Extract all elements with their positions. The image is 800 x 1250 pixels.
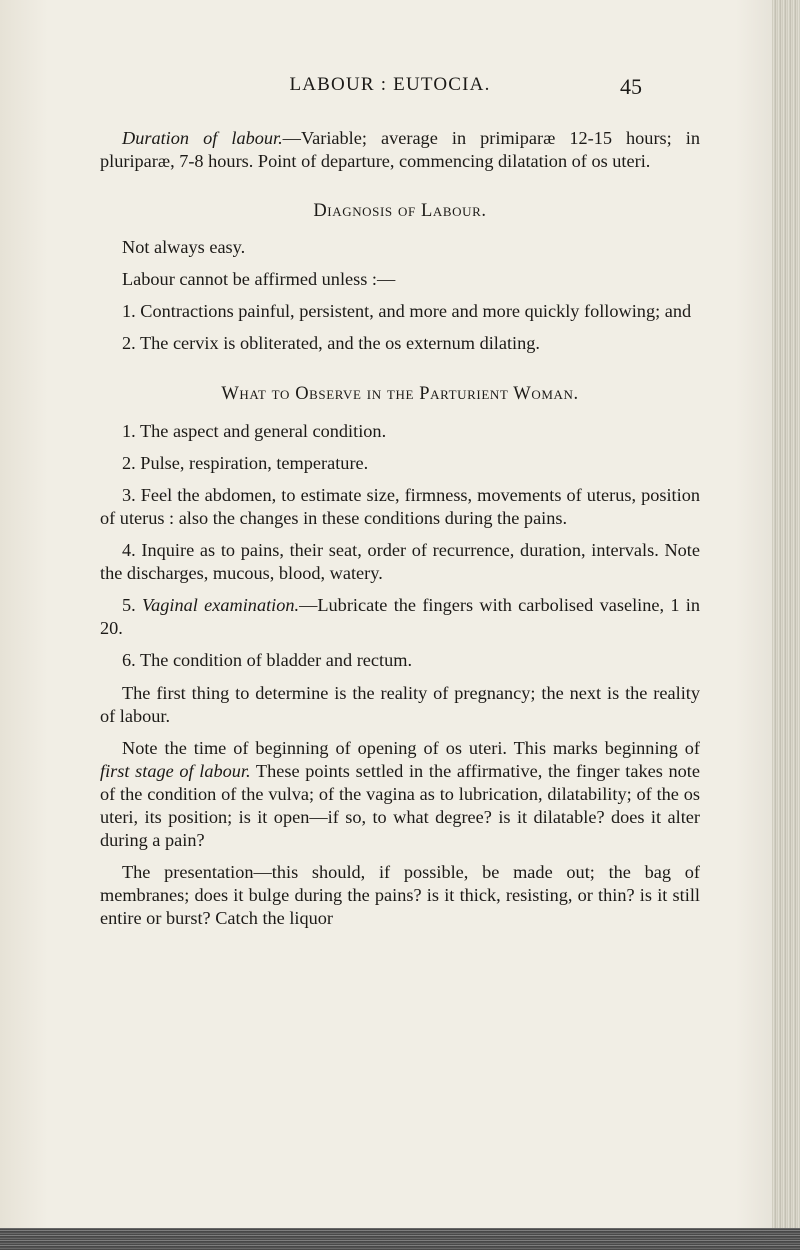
observe-item [100, 594, 700, 640]
observe-item: 4. Inquire as to pains, their seat, order of recurrence, duration, intervals. Note the discharges, mucous, blood, watery. [100, 540, 700, 583]
diagnosis-item: 2. The cervix is obliterated, and the os externum dilating. [122, 333, 540, 353]
diagnosis-item: 1. Contractions painful, persistent, and more and more quickly following; and [122, 301, 692, 321]
observe-item: 1. The aspect and general condition. [122, 421, 387, 441]
diagnosis-line: Not always easy. [122, 237, 246, 257]
observe-item: 3. Feel the abdomen, to estimate size, firmness, movements of uterus, position of uterus : also the changes in these conditions during the pains. [100, 485, 700, 528]
observe-item: 2. Pulse, respiration, temperature. [122, 453, 369, 473]
body-paragraph [100, 737, 700, 852]
diagnosis-heading: Diagnosis of Labour. [313, 201, 487, 221]
first-stage-label: first stage of labour. [100, 761, 251, 781]
page-edge-bottom [0, 1228, 800, 1250]
body-paragraph: The first thing to determine is the reality of pregnancy; the next is the reality of labour. [100, 683, 700, 726]
vaginal-examination-label: Vaginal examination. [142, 595, 300, 615]
page-edge-right [772, 0, 800, 1250]
observe-heading: What to Observe in the Parturient Woman. [221, 384, 579, 404]
page-header [0, 74, 800, 104]
page-content [100, 127, 700, 930]
body-paragraph-2-start: Note the time of beginning of opening of os uteri. This marks beginning of [122, 738, 700, 758]
observe-item5-text: —Lubricate the fingers with carbolised vaseline, 1 in 20. [100, 595, 700, 638]
body-paragraph: The presentation—this should, if possible, be made out; the bag of membranes; does it bulge during the pains? is it thick, resisting, or thin? is it still entire or burst? Catch the liquor [100, 862, 700, 928]
duration-label: Duration of labour. [122, 128, 283, 148]
duration-text: —Variable; average in primiparæ 12-15 hours; in pluriparæ, 7-8 hours. Point of departure, commencing dilatation of os uteri. [100, 128, 701, 171]
observe-item: 6. The condition of bladder and rectum. [122, 650, 413, 670]
duration-paragraph [100, 127, 700, 173]
running-head: LABOUR : EUTOCIA. [289, 74, 491, 95]
page-number: 45 [620, 74, 642, 99]
body-paragraph-2-end: These points settled in the affirmative, the finger takes note of the condition of the vulva; of the vagina as to lubrication, dilatability; of the os uteri, its position; is it open—if so, to what degree? is it dilatable? does it alter during a pain? [100, 761, 700, 850]
observe-item5-prefix: 5. [122, 595, 142, 615]
diagnosis-line: Labour cannot be affirmed unless :— [122, 269, 396, 289]
